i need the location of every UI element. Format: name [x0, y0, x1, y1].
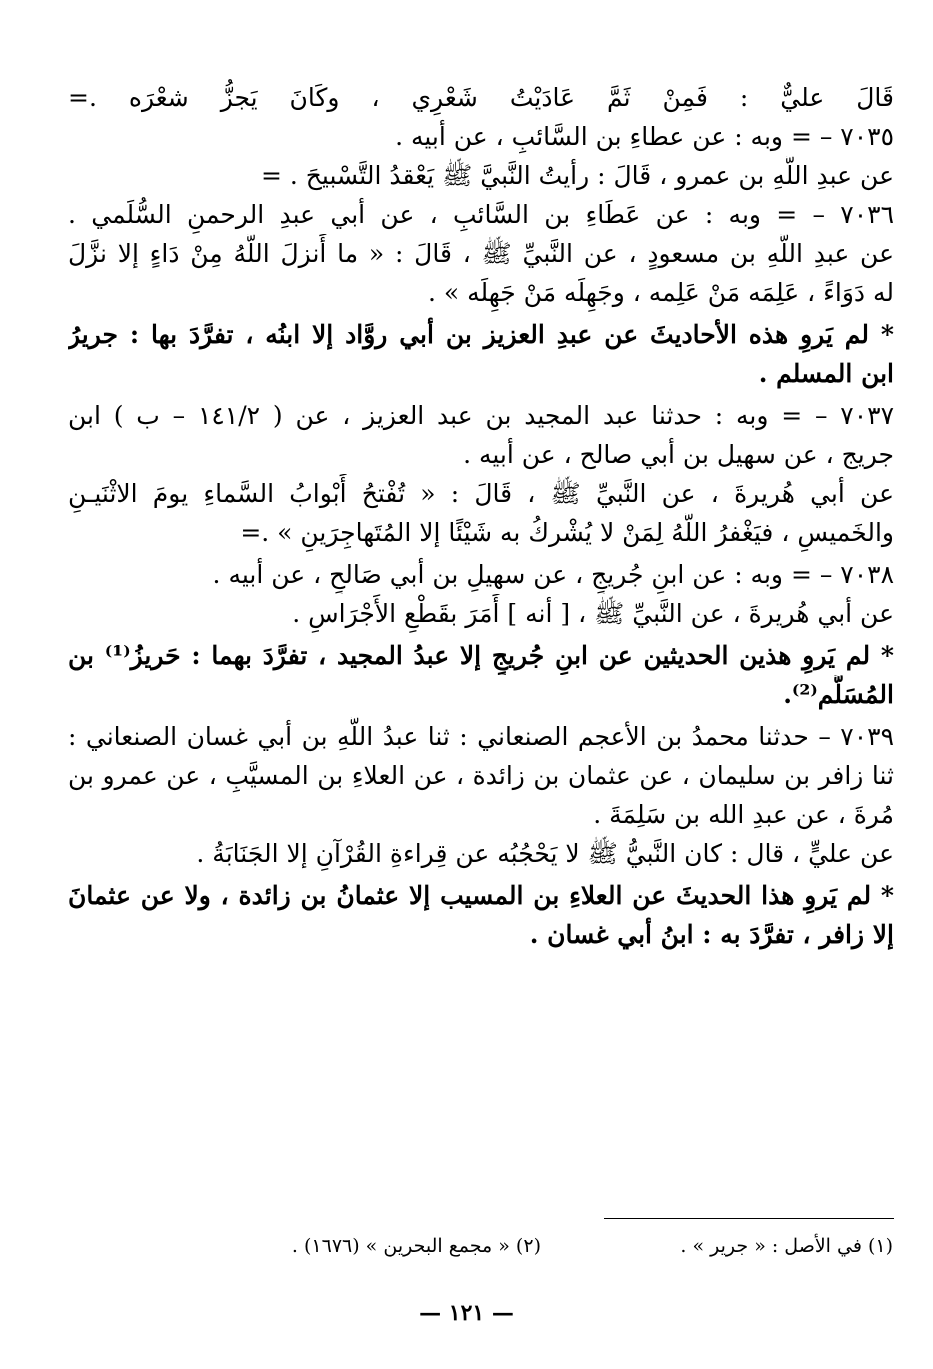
text-line: له دَوَاءً ، عَلِمَه مَنْ عَلِمه ، وجَهِلَه مَنْ جَهِلَه » . — [427, 278, 894, 307]
footnote-2: (٢) « مجمع البحرين » (١٦٧٦) . — [291, 1235, 541, 1257]
hadith-7037-heading: ٧٠٣٧ – = وبه : حدثنا عبد المجيد بن عبد العزيز ، عن ( ١٤١/٢ – ب ) ابن — [68, 401, 894, 430]
text-line: قَالَ عليٌّ : فَمِنْ ثَمَّ عَادَيْتُ شَعْرِي ، وكَانَ يَجزُّ شعْرَه .= — [68, 83, 894, 112]
text-line: عن عبدِ اللَّهِ بن عمرو ، قَالَ : رأيتُ النَّبيَّ ﷺ يَعْقدُ التَّسْبيحَ . = — [260, 161, 894, 190]
footnote-divider — [604, 1218, 894, 1219]
commentary-line: المُسَلَّم⁽²⁾. — [783, 680, 894, 709]
page-number: — ١٢١ — — [419, 1300, 514, 1326]
hadith-7038-heading: ٧٠٣٨ – = وبه : عن ابنِ جُريجٍ ، عن سهيلِ بن أبي صَالحٍ ، عن أبيه . — [212, 560, 894, 589]
commentary-line: إلا زافر ، تفرَّدَ به : ابنُ أبي غسان . — [529, 920, 894, 949]
text-line: عن عليٍّ ، قال : كان النَّبيُّ ﷺ لا يَحْجُبُه عن قِراءةِ القُرْآنِ إلا الجَنَابَةُ . — [196, 839, 894, 868]
commentary-line: * لم يَروِ هذه الأحاديثَ عن عبدِ العزيز بن أبي روَّاد إلا ابنُه ، تفرَّدَ بها : جريرُ — [68, 320, 894, 349]
commentary-line: ابن المسلم . — [758, 359, 894, 388]
hadith-7036-heading: ٧٠٣٦ – = وبه : عن عَطَاءِ بن السَّائبِ ، عن أبي عبدِ الرحمنِ السُّلَمي . — [68, 200, 894, 229]
text-line: عن أبي هُريرةَ ، عن النَّبيِّ ﷺ ، قَالَ : « تُفْتحُ أَبْوابُ السَّماءِ يومَ الاثْنَيـنِ — [68, 479, 894, 508]
hadith-7035-heading: ٧٠٣٥ – = وبه : عن عطاءِ بن السَّائبِ ، عن أبيه . — [395, 122, 894, 151]
footnote-1: (١) في الأصل : « جرير » . — [680, 1235, 893, 1257]
text-line: عن عبدِ اللَّهِ بن مسعودٍ ، عن النَّبيِّ ﷺ ، قَالَ : « ما أَنزلَ اللَّهُ مِنْ دَاءٍ إلا نزَّلَ — [68, 239, 894, 268]
text-line: مُرةَ ، عن عبدِ الله بن سَلِمَةَ . — [593, 800, 894, 829]
text-line: والخَميسِ ، فيَغْفرُ اللَّهُ لِمَنْ لا يُشْركُ به شَيْئًا إلا المُتَهاجِرَينِ » .= — [240, 518, 894, 547]
commentary-line: * لم يَروِ هذا الحديثَ عن العلاءِ بن المسيب إلا عثمانُ بن زائدة ، ولا عن عثمانَ — [68, 881, 894, 910]
hadith-7039-heading: ٧٠٣٩ – حدثنا محمدُ بن الأعجم الصنعاني : ثنا عبدُ اللَّهِ بن أبي غسان الصنعاني : — [68, 722, 894, 751]
text-line: ثنا زافر بن سليمان ، عن عثمان بن زائدة ، عن العلاءِ بن المسيَّبِ ، عن عمرو بن — [68, 761, 894, 790]
commentary-line: * لم يَروِ هذين الحديثين عن ابنِ جُريجٍ إلا عبدُ المجيد ، تفرَّدَ بهما : حَريزُ⁽¹⁾ بن — [68, 641, 894, 670]
text-line: عن أبي هُريرةَ ، عن النَّبيِّ ﷺ ، [ أنه ] أَمَرَ بقَطْعِ الأَجْرَاسِ . — [292, 599, 894, 628]
text-line: جريج ، عن سهيل بن أبي صالح ، عن أبيه . — [463, 440, 894, 469]
page-body — [68, 78, 894, 954]
